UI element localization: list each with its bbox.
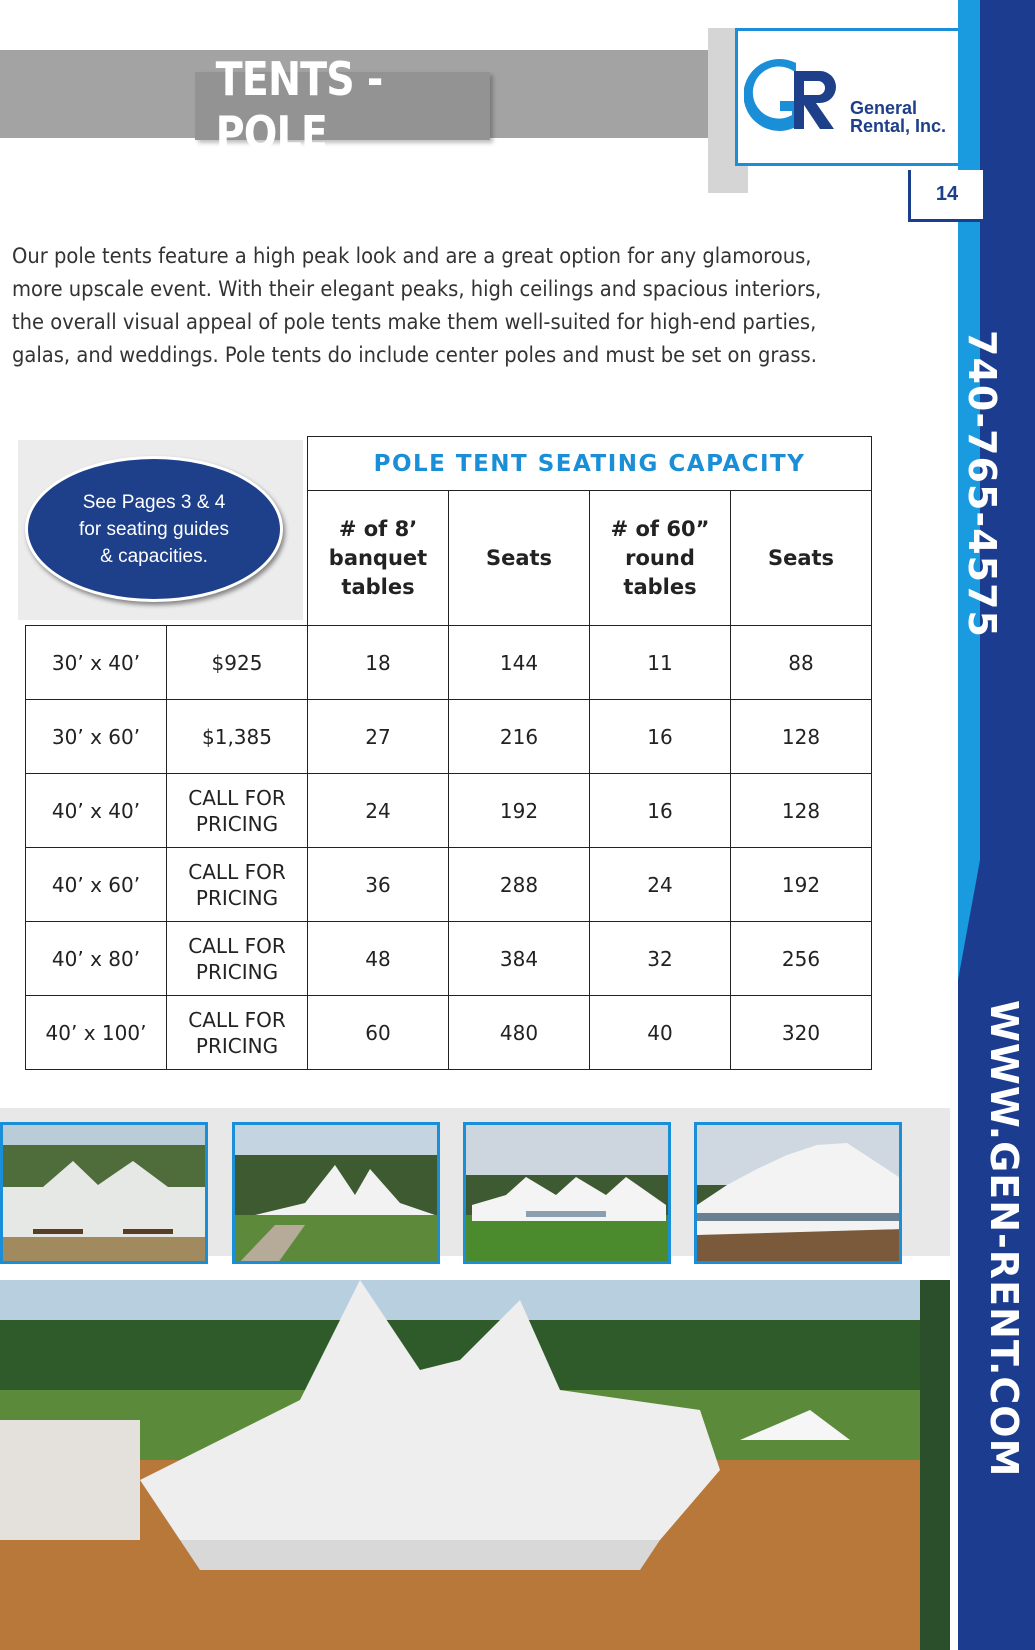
price-cell: CALL FOR PRICING (167, 922, 308, 996)
seats-banquet-cell: 216 (449, 700, 590, 774)
size-cell: 40’ x 60’ (26, 848, 167, 922)
tent-photo-1 (0, 1122, 208, 1264)
seats-round-cell: 88 (731, 626, 872, 700)
table-row (26, 700, 872, 774)
price-cell: CALL FOR PRICING (167, 774, 308, 848)
table-row (26, 996, 872, 1070)
seats-round-cell: 128 (731, 774, 872, 848)
table-row (26, 848, 872, 922)
header-round-tables: # of 60” round tables (590, 491, 731, 626)
size-cell: 30’ x 60’ (26, 700, 167, 774)
round-cell: 11 (590, 626, 731, 700)
round-cell: 16 (590, 700, 731, 774)
intro-paragraph: Our pole tents feature a high peak look and are a great option for any glamorous, more upscale event. With their elegant peaks, high ceilings and spacious interiors, the overall visual appeal of pole tents make them well-suited for high-end parties, galas, and weddings. Pole tents do include center poles and must be set on grass. (12, 244, 822, 367)
gr-monogram-logo-icon (744, 53, 854, 143)
seats-banquet-cell: 384 (449, 922, 590, 996)
banquet-cell: 36 (308, 848, 449, 922)
website-url: WWW.GEN-RENT.COM (982, 1000, 1026, 1478)
header-banquet-tables: # of 8’ banquet tables (308, 491, 449, 626)
round-cell: 40 (590, 996, 731, 1070)
price-cell: CALL FOR PRICING (167, 996, 308, 1070)
note-line-1: See Pages 3 & 4 (82, 491, 226, 513)
table-row (26, 626, 872, 700)
banquet-cell: 60 (308, 996, 449, 1070)
tent-photo-4 (694, 1122, 902, 1264)
banquet-cell: 48 (308, 922, 449, 996)
round-cell: 32 (590, 922, 731, 996)
seating-capacity-table (25, 436, 872, 1070)
seats-round-cell: 320 (731, 996, 872, 1070)
seats-round-cell: 128 (731, 700, 872, 774)
tent-photo-2 (232, 1122, 440, 1264)
round-cell: 16 (590, 774, 731, 848)
page-title: TENTS - POLE (215, 52, 383, 160)
large-tent-event-photo (0, 1280, 950, 1650)
price-cell: $1,385 (167, 700, 308, 774)
seats-banquet-cell: 480 (449, 996, 590, 1070)
price-cell: $925 (167, 626, 308, 700)
page-number: 14 (908, 170, 986, 222)
size-cell: 40’ x 100’ (26, 996, 167, 1070)
note-line-2: for seating guides (79, 518, 229, 540)
header-seats-banquet: Seats (449, 491, 590, 626)
size-cell: 30’ x 40’ (26, 626, 167, 700)
banquet-cell: 24 (308, 774, 449, 848)
company-line-1: General (850, 98, 918, 118)
seats-banquet-cell: 144 (449, 626, 590, 700)
table-caption: POLE TENT SEATING CAPACITY (308, 437, 872, 491)
seats-round-cell: 256 (731, 922, 872, 996)
note-line-3: & capacities. (100, 545, 208, 567)
seats-round-cell: 192 (731, 848, 872, 922)
company-name (850, 99, 946, 135)
banquet-cell: 18 (308, 626, 449, 700)
round-cell: 24 (590, 848, 731, 922)
size-cell: 40’ x 80’ (26, 922, 167, 996)
seats-banquet-cell: 288 (449, 848, 590, 922)
phone-number: 740-765-4575 (960, 330, 1004, 638)
banquet-cell: 27 (308, 700, 449, 774)
size-cell: 40’ x 40’ (26, 774, 167, 848)
price-cell: CALL FOR PRICING (167, 848, 308, 922)
header-seats-round: Seats (731, 491, 872, 626)
tent-photo-3 (463, 1122, 671, 1264)
title-box (195, 52, 490, 160)
table-row (26, 774, 872, 848)
table-row (26, 922, 872, 996)
seats-banquet-cell: 192 (449, 774, 590, 848)
company-line-2: Rental, Inc. (850, 116, 947, 136)
